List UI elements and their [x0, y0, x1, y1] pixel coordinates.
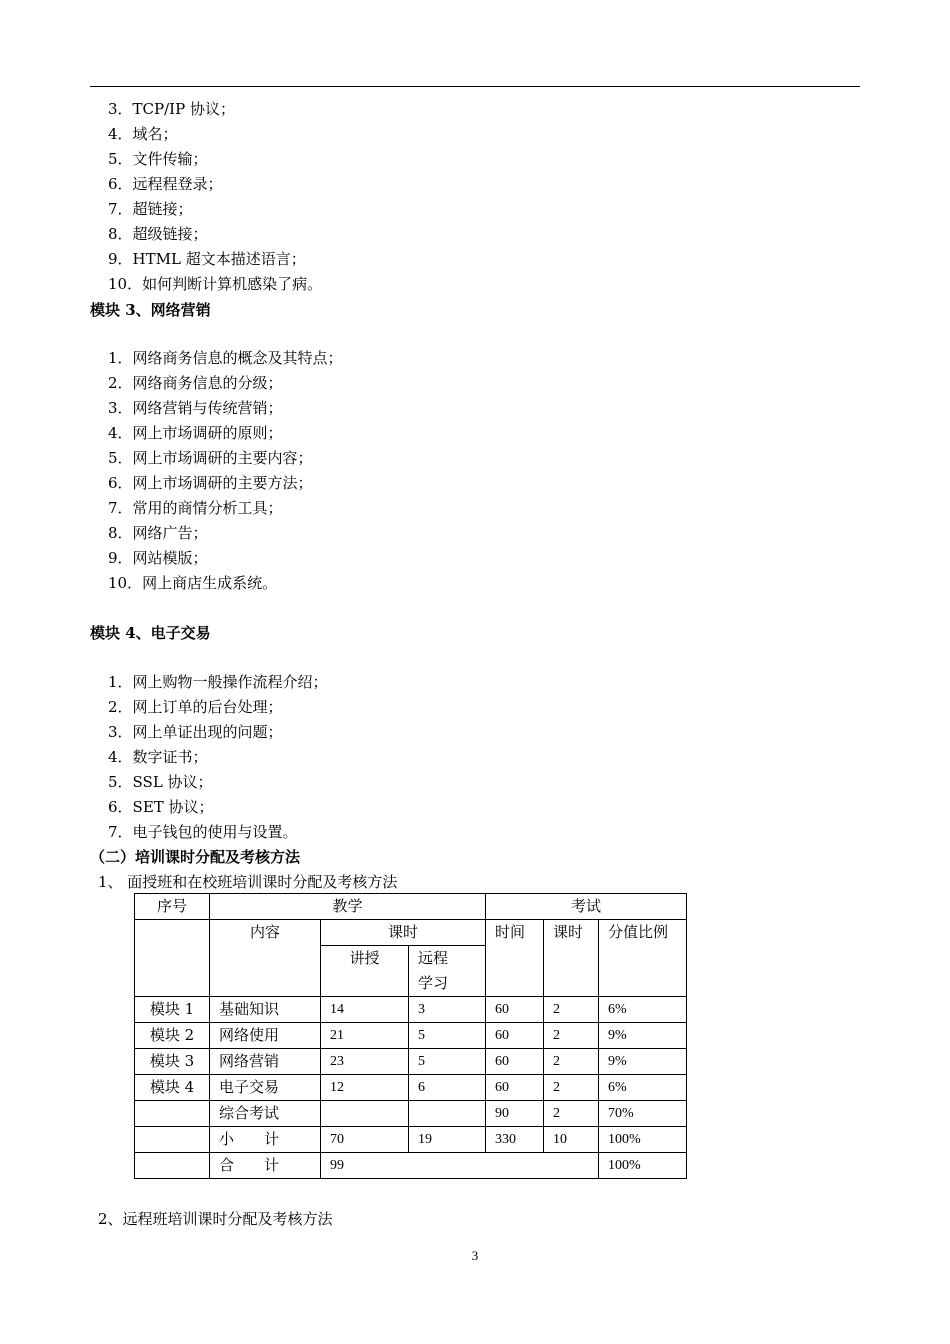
- header-time: 时间: [486, 920, 544, 997]
- table-row: [135, 997, 687, 1023]
- total-label: 合 计: [210, 1153, 321, 1179]
- cell-remote: 5: [409, 1023, 486, 1049]
- cell-time: 60: [486, 1075, 544, 1101]
- header-teaching: 教学: [210, 894, 486, 920]
- subtotal-lecture: 70: [321, 1127, 409, 1153]
- subtotal-row: [135, 1127, 687, 1153]
- list-item: 4．网上市场调研的原则；: [108, 424, 283, 442]
- subsection-1-heading: 1、 面授班和在校班培训课时分配及考核方法: [98, 873, 398, 891]
- cell-time: 60: [486, 1049, 544, 1075]
- header-rule: [90, 86, 860, 87]
- module-3-heading: 模块 3、网络营销: [90, 301, 211, 319]
- cell-hours: 2: [544, 1075, 599, 1101]
- subtotal-time: 330: [486, 1127, 544, 1153]
- header-content: 内容: [210, 920, 321, 997]
- module-4-heading: 模块 4、电子交易: [90, 624, 211, 642]
- page-number: 3: [471, 1248, 479, 1263]
- cell-hours: 2: [544, 997, 599, 1023]
- header-ratio: 分值比例: [599, 920, 687, 997]
- cell-seq: [135, 1127, 210, 1153]
- section-2-heading: （二）培训课时分配及考核方法: [90, 848, 301, 866]
- header-lecture: 讲授: [321, 946, 409, 997]
- header-seq: 序号: [135, 894, 210, 920]
- cell-content: 电子交易: [210, 1075, 321, 1101]
- list-item: 4．数字证书；: [108, 748, 208, 766]
- cell-lecture: 23: [321, 1049, 409, 1075]
- list-item: 9．网站模版；: [108, 549, 208, 567]
- list-item: 5．SSL 协议；: [108, 773, 213, 791]
- header-exam: 考试: [486, 894, 687, 920]
- subtotal-ratio: 100%: [599, 1127, 687, 1153]
- list-item: 8．超级链接；: [108, 225, 208, 243]
- cell-time: 60: [486, 1023, 544, 1049]
- table-row: [135, 1023, 687, 1049]
- cell-hours: 2: [544, 1049, 599, 1075]
- cell-lecture: 21: [321, 1023, 409, 1049]
- cell-lecture: 14: [321, 997, 409, 1023]
- hours-allocation-table: [134, 893, 687, 1179]
- cell-content: 网络营销: [210, 1049, 321, 1075]
- table-row: [135, 1049, 687, 1075]
- cell-remote: 3: [409, 997, 486, 1023]
- cell-ratio: 70%: [599, 1101, 687, 1127]
- cell-seq: 模块 1: [135, 997, 210, 1023]
- cell-lecture: [321, 1101, 409, 1127]
- cell-lecture: 12: [321, 1075, 409, 1101]
- list-item: 5．文件传输；: [108, 150, 208, 168]
- subtotal-label: 小 计: [210, 1127, 321, 1153]
- cell-seq: 模块 3: [135, 1049, 210, 1075]
- cell-hours: 2: [544, 1101, 599, 1127]
- list-item: 3．网上单证出现的问题；: [108, 723, 283, 741]
- list-item: 2．网络商务信息的分级；: [108, 374, 283, 392]
- total-value: 99: [321, 1153, 599, 1179]
- cell-seq: 模块 4: [135, 1075, 210, 1101]
- subsection-2-heading: 2、远程班培训课时分配及考核方法: [98, 1210, 333, 1228]
- cell-ratio: 9%: [599, 1023, 687, 1049]
- list-item: 10．网上商店生成系统。: [108, 574, 278, 592]
- total-ratio: 100%: [599, 1153, 687, 1179]
- table-row: [135, 1075, 687, 1101]
- list-item: 3．TCP/IP 协议；: [108, 100, 235, 118]
- list-item: 4．域名；: [108, 125, 178, 143]
- cell-seq: [135, 1153, 210, 1179]
- header-empty-cell: [135, 920, 210, 997]
- cell-ratio: 6%: [599, 997, 687, 1023]
- header-remote: 远程学习: [409, 946, 486, 997]
- list-item: 6．远程程登录；: [108, 175, 223, 193]
- cell-seq: 模块 2: [135, 1023, 210, 1049]
- subtotal-remote: 19: [409, 1127, 486, 1153]
- list-item: 6．SET 协议；: [108, 798, 214, 816]
- subtotal-hours: 10: [544, 1127, 599, 1153]
- total-row: [135, 1153, 687, 1179]
- list-item: 6．网上市场调研的主要方法；: [108, 474, 313, 492]
- header-exam-hours: 课时: [544, 920, 599, 997]
- list-item: 1．网上购物一般操作流程介绍；: [108, 673, 328, 691]
- list-item: 5．网上市场调研的主要内容；: [108, 449, 313, 467]
- cell-time: 90: [486, 1101, 544, 1127]
- header-hours: 课时: [321, 920, 486, 946]
- list-item: 7．超链接；: [108, 200, 193, 218]
- list-item: 7．常用的商情分析工具；: [108, 499, 283, 517]
- cell-content: 综合考试: [210, 1101, 321, 1127]
- list-item: 3．网络营销与传统营销；: [108, 399, 283, 417]
- cell-remote: 5: [409, 1049, 486, 1075]
- cell-remote: 6: [409, 1075, 486, 1101]
- cell-content: 基础知识: [210, 997, 321, 1023]
- cell-hours: 2: [544, 1023, 599, 1049]
- table-header-row: [135, 920, 687, 946]
- table-header-row: [135, 894, 687, 920]
- list-item: 7．电子钱包的使用与设置。: [108, 823, 298, 841]
- list-item: 1．网络商务信息的概念及其特点；: [108, 349, 343, 367]
- cell-ratio: 9%: [599, 1049, 687, 1075]
- cell-remote: [409, 1101, 486, 1127]
- cell-seq: [135, 1101, 210, 1127]
- list-item: 10．如何判断计算机感染了病。: [108, 275, 323, 293]
- list-item: 9．HTML 超文本描述语言；: [108, 250, 306, 268]
- list-item: 8．网络广告；: [108, 524, 208, 542]
- cell-time: 60: [486, 997, 544, 1023]
- cell-ratio: 6%: [599, 1075, 687, 1101]
- list-item: 2．网上订单的后台处理；: [108, 698, 283, 716]
- cell-content: 网络使用: [210, 1023, 321, 1049]
- table-row: [135, 1101, 687, 1127]
